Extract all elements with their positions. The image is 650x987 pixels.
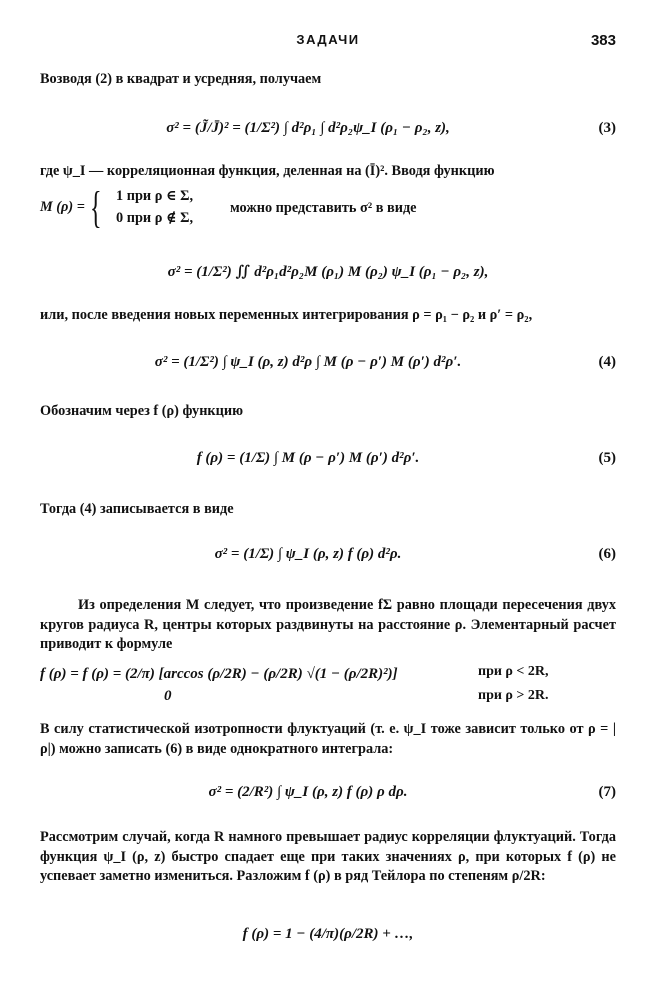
equation-5: [40, 428, 616, 488]
paragraph-isotropy: В силу статистической изотропности флуктуаций (т. е. ψ_I тоже зависит только от ρ = |ρ|) можно записать (6) в виде однократного интеграла:: [40, 721, 616, 757]
equation-5-formula: f (ρ) = (1/Σ) ∫ M (ρ − ρ′) M (ρ′) d²ρ′.: [196, 450, 420, 466]
equation-3: [40, 106, 616, 166]
paragraph-intro: Возводя (2) в квадрат и усредняя, получаем: [40, 71, 322, 87]
equation-piecewise-zero: 0: [164, 688, 172, 704]
equation-double-integral-formula: σ² = (1/Σ²) ∬ d²ρ₁d²ρ₂M (ρ₁) M (ρ₂) ψ_I (ρ₁ − ρ₂, z),: [167, 264, 489, 280]
equation-double-integral: [40, 242, 616, 302]
equation-piecewise-cond-1: при ρ < 2R,: [478, 664, 549, 679]
m-def-lhs: M (ρ) =: [40, 199, 85, 215]
equation-3-formula: σ² = (J̃/J̄)² = (1/Σ²) ∫ d²ρ₁ ∫ d²ρ₂ψ_I (ρ₁ − ρ₂, z),: [166, 120, 450, 136]
left-brace-icon: {: [90, 183, 102, 232]
equation-4-formula: σ² = (1/Σ²) ∫ ψ_I (ρ, z) d²ρ ∫ M (ρ − ρ′) M (ρ′) d²ρ′.: [154, 354, 462, 370]
page-number: 383: [590, 32, 616, 49]
paragraph-then-4: Тогда (4) записывается в виде: [40, 501, 234, 517]
m-def-case-2: 0 при ρ ∉ Σ,: [116, 210, 194, 226]
paragraph-taylor: Рассмотрим случай, когда R намного превышает радиус корреляции флуктуаций. Тогда функция ψ_I (ρ, z) быстро спадает еще при таких значениях ρ, при которых f (ρ) не успевает заметно измениться. Разложим f (ρ) в ряд Тейлора по степеням ρ/2R:: [40, 829, 616, 884]
equation-piecewise-formula: f (ρ) = f (ρ) = (2/π) [arccos (ρ/2R) − (ρ/2R) √(1 − (ρ/2R)²)]: [40, 666, 398, 682]
running-header: [40, 32, 616, 52]
equation-4-number: (4): [598, 354, 616, 370]
equation-piecewise-cond-2: при ρ > 2R.: [478, 688, 549, 703]
m-function-definition: [40, 183, 616, 232]
equation-6-number: (6): [598, 546, 616, 562]
paragraph-new-variables: или, после введения новых переменных интегрирования ρ = ρ₁ − ρ₂ и ρ′ = ρ₂,: [40, 307, 533, 323]
equation-taylor-formula: f (ρ) = 1 − (4/π)(ρ/2R) + …,: [242, 926, 414, 942]
paragraph-definition-m: Из определения M следует, что произведение fΣ равно площади пересечения двух кругов радиуса R, центры которых раздвинуты на расстояние ρ. Элементарный расчет приводит к формуле: [40, 597, 616, 652]
equation-7-number: (7): [598, 784, 616, 800]
equation-6-formula: σ² = (1/Σ) ∫ ψ_I (ρ, z) f (ρ) d²ρ.: [214, 546, 402, 562]
equation-7: [40, 762, 616, 822]
chapter-title: ЗАДАЧИ: [296, 32, 360, 47]
equation-6: [40, 524, 616, 584]
equation-5-number: (5): [598, 450, 616, 466]
equation-7-formula: σ² = (2/R²) ∫ ψ_I (ρ, z) f (ρ) ρ dρ.: [208, 784, 408, 800]
m-def-case-1: 1 при ρ ∈ Σ,: [116, 188, 194, 204]
paragraph-correlation: где ψ_I — корреляционная функция, деленная на (Ī)². Вводя функцию: [40, 163, 495, 179]
m-def-text: можно представить σ² в виде: [230, 200, 417, 216]
equation-piecewise: [40, 650, 616, 712]
equation-4: [40, 334, 616, 394]
equation-taylor: [40, 910, 616, 970]
equation-3-number: (3): [598, 120, 616, 136]
paragraph-define-f: Обозначим через f (ρ) функцию: [40, 403, 244, 419]
